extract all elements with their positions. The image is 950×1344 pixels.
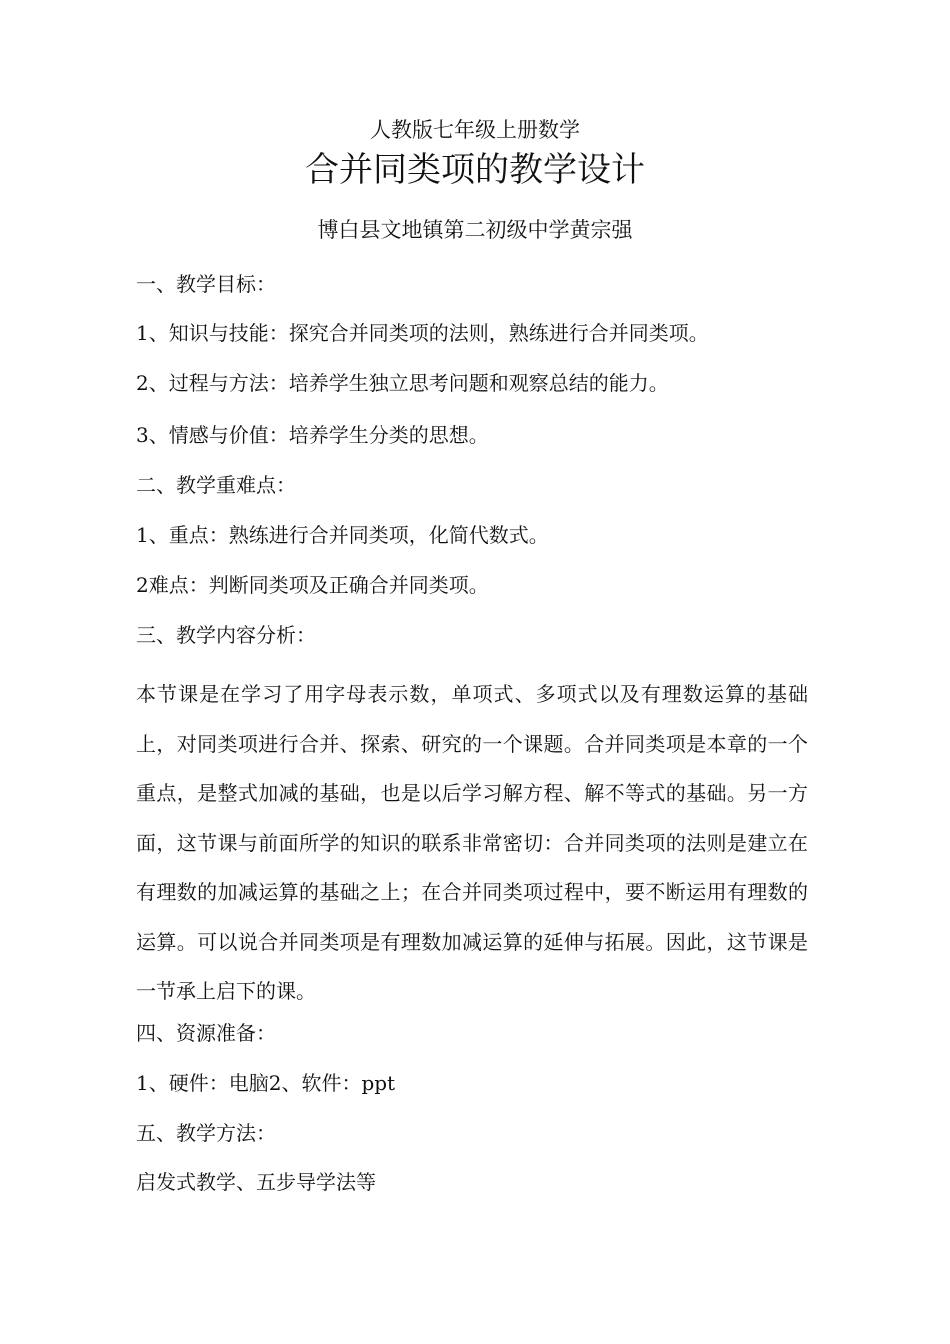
section-heading-methods: 五、教学方法： [136, 1121, 276, 1145]
content-analysis-paragraph: 本节课是在学习了用字母表示数，单项式、多项式以及有理数运算的基础上，对同类项进行合并、探索、研究的一个课题。合并同类项是本章的一个重点，是整式加减的基础，也是以后学习解方程、解不等式的基础。另一方面，这节课与前面所学的知识的联系非常密切：合并同类项的法则是建立在有理数的加减运算的基础之上；在合并同类项过程中，要不断运用有理数的运算。可以说合并同类项是有理数加减运算的延伸与拓展。因此，这节课是一节承上启下的课。 [136, 682, 808, 1003]
methods-text: 启发式教学、五步导学法等 [136, 1170, 376, 1194]
section-heading-resources: 四、资源准备： [136, 1021, 276, 1045]
objective-item-process: 2、过程与方法：培养学生独立思考问题和观察总结的能力。 [136, 371, 669, 395]
document-title: 合并同类项的教学设计 [305, 150, 645, 190]
section-heading-key-points: 二、教学重难点： [136, 473, 296, 497]
key-point-item: 1、重点：熟练进行合并同类项，化简代数式。 [136, 523, 549, 547]
resources-text: 1、硬件：电脑2、软件：ppt [136, 1071, 396, 1095]
difficulty-item: 2难点：判断同类项及正确合并同类项。 [136, 573, 489, 597]
objective-item-knowledge: 1、知识与技能：探究合并同类项的法则，熟练进行合并同类项。 [136, 321, 709, 345]
document-author: 博白县文地镇第二初级中学黄宗强 [317, 218, 633, 242]
section-heading-objectives: 一、教学目标： [136, 272, 276, 296]
section-heading-content-analysis: 三、教学内容分析： [136, 623, 316, 647]
document-subtitle: 人教版七年级上册数学 [370, 118, 580, 142]
objective-item-emotion: 3、情感与价值：培养学生分类的思想。 [136, 423, 489, 447]
